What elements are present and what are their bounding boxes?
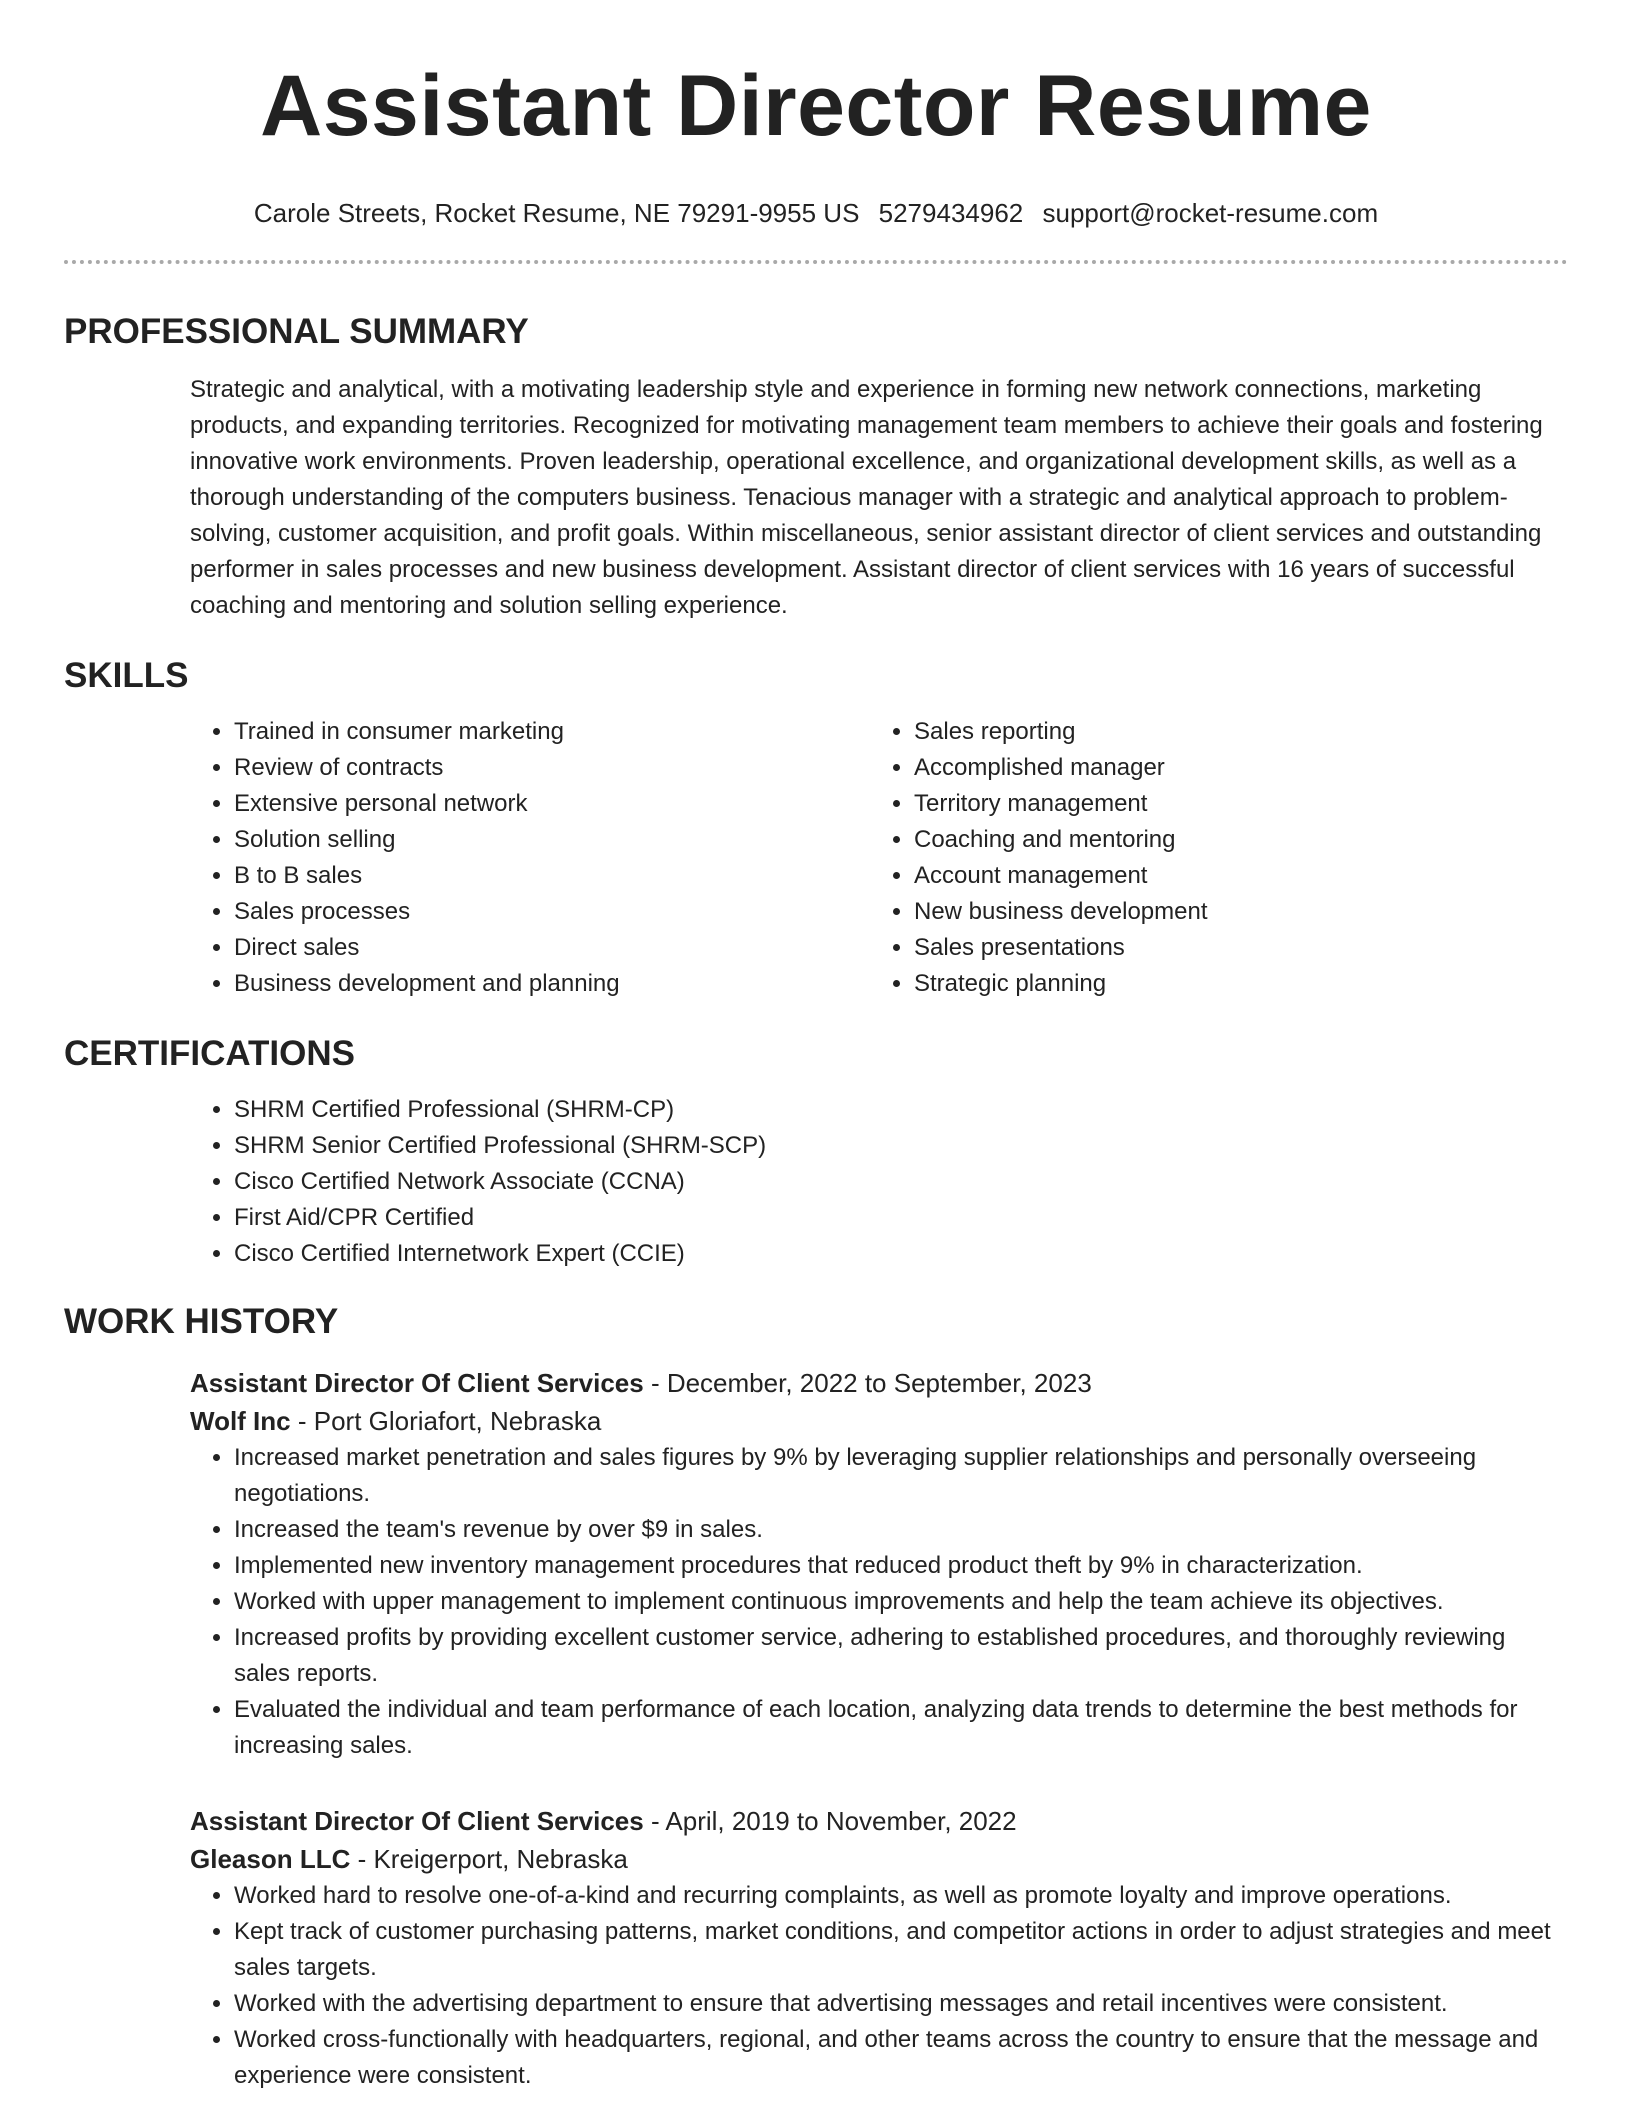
job-company-line xyxy=(190,1840,1568,1878)
skill-item: • Coaching and mentoring xyxy=(914,822,1550,858)
contact-address: Carole Streets, Rocket Resume, NE 79291-9955 US xyxy=(253,198,860,228)
skill-item: • Solution selling xyxy=(234,822,870,858)
skills-column-left xyxy=(190,714,870,1002)
skill-item: • Sales presentations xyxy=(914,930,1550,966)
skill-item: • Trained in consumer marketing xyxy=(234,714,870,750)
certification-item: • SHRM Senior Certified Professional (SHRM-SCP) xyxy=(234,1128,1568,1164)
skill-item: • Extensive personal network xyxy=(234,786,870,822)
skills-column-right xyxy=(870,714,1550,1002)
job-title: Assistant Director Of Client Services xyxy=(190,1806,644,1836)
job-duty: • Worked with upper management to implement continuous improvements and help the team achieve its objectives. xyxy=(234,1584,1568,1620)
job-duties-list xyxy=(190,1878,1568,2094)
certifications-block xyxy=(190,1092,1568,1272)
skill-item: • Strategic planning xyxy=(914,966,1550,1002)
skill-item: • Account management xyxy=(914,858,1550,894)
job-dates: - December, 2022 to September, 2023 xyxy=(643,1368,1092,1398)
job-entry xyxy=(190,1364,1568,1764)
certification-item: • Cisco Certified Internetwork Expert (CCIE) xyxy=(234,1236,1568,1272)
summary-text: Strategic and analytical, with a motivating leadership style and experience in forming new network connections, marketing products, and expanding territories. Recognized for motivating management team members to achieve their goals and fostering innovative work environments. Proven leadership, operational excellence, and organizational development skills, as well as a thorough understanding of the computers business. Tenacious manager with a strategic and analytical approach to problem-solving, customer acquisition, and profit goals. Within miscellaneous, senior assistant director of client services and outstanding performer in sales processes and new business development. Assistant director of client services with 16 years of successful coaching and mentoring and solution selling experience. xyxy=(190,376,1543,619)
job-title-line xyxy=(190,1364,1568,1402)
job-company: Wolf Inc xyxy=(190,1406,291,1436)
skill-item: • B to B sales xyxy=(234,858,870,894)
job-title: Assistant Director Of Client Services xyxy=(190,1368,644,1398)
job-duty: • Kept track of customer purchasing patterns, market conditions, and competitor actions in order to adjust strategies and meet sales targets. xyxy=(234,1914,1568,1986)
job-duty: • Increased market penetration and sales figures by 9% by leveraging supplier relationships and personally overseeing negotiations. xyxy=(234,1440,1568,1512)
job-location: - Kreigerport, Nebraska xyxy=(350,1844,628,1874)
skills-list-right xyxy=(870,714,1550,1002)
job-company: Gleason LLC xyxy=(190,1844,351,1874)
job-duty: • Implemented new inventory management procedures that reduced product theft by 9% in characterization. xyxy=(234,1548,1568,1584)
certification-item: • Cisco Certified Network Associate (CCNA) xyxy=(234,1164,1568,1200)
job-entry xyxy=(190,1802,1568,2094)
certification-item: • First Aid/CPR Certified xyxy=(234,1200,1568,1236)
skills-heading: SKILLS xyxy=(64,656,189,695)
job-duty: • Worked cross-functionally with headquarters, regional, and other teams across the country to ensure that the message and experience were consistent. xyxy=(234,2022,1568,2094)
skill-item: • New business development xyxy=(914,894,1550,930)
contact-phone: 5279434962 xyxy=(878,198,1024,228)
certification-item: • SHRM Certified Professional (SHRM-CP) xyxy=(234,1092,1568,1128)
certifications-heading: CERTIFICATIONS xyxy=(64,1034,356,1073)
skill-item: • Direct sales xyxy=(234,930,870,966)
job-duty: • Increased profits by providing excellent customer service, adhering to established procedures, and thoroughly reviewing sales reports. xyxy=(234,1620,1568,1692)
skill-item: • Sales reporting xyxy=(914,714,1550,750)
job-company-line xyxy=(190,1402,1568,1440)
job-dates: - April, 2019 to November, 2022 xyxy=(643,1806,1017,1836)
summary-heading: PROFESSIONAL SUMMARY xyxy=(64,312,529,351)
header-divider xyxy=(64,260,1568,264)
skill-item: • Business development and planning xyxy=(234,966,870,1002)
skill-item: • Territory management xyxy=(914,786,1550,822)
job-duty: • Evaluated the individual and team performance of each location, analyzing data trends to determine the best methods for increasing sales. xyxy=(234,1692,1568,1764)
job-duty: • Worked with the advertising department to ensure that advertising messages and retail incentives were consistent. xyxy=(234,1986,1568,2022)
contact-email: support@rocket-resume.com xyxy=(1042,198,1379,228)
skill-item: • Review of contracts xyxy=(234,750,870,786)
skill-item: • Sales processes xyxy=(234,894,870,930)
job-location: - Port Gloriafort, Nebraska xyxy=(290,1406,602,1436)
skills-list-left xyxy=(190,714,870,1002)
job-duty: • Worked hard to resolve one-of-a-kind and recurring complaints, as well as promote loyalty and improve operations. xyxy=(234,1878,1568,1914)
resume-title: Assistant Director Resume xyxy=(260,58,1372,154)
job-title-line xyxy=(190,1802,1568,1840)
skill-item: • Accomplished manager xyxy=(914,750,1550,786)
work-history-heading: WORK HISTORY xyxy=(64,1302,339,1341)
contact-line xyxy=(64,198,1568,228)
skills-grid xyxy=(190,714,1568,1002)
certifications-list xyxy=(190,1092,1568,1272)
job-duties-list xyxy=(190,1440,1568,1764)
job-duty: • Increased the team's revenue by over $9 in sales. xyxy=(234,1512,1568,1548)
